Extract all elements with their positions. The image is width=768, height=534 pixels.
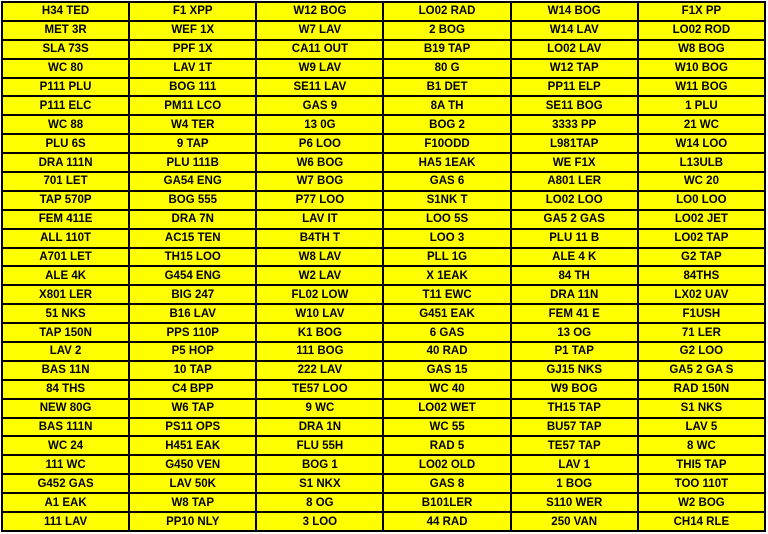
- plate-cell: P1 TAP: [511, 342, 638, 361]
- table-row: [2, 40, 765, 59]
- plate-cell: TE57 LOO: [256, 380, 383, 399]
- plate-cell: 80 G: [383, 59, 510, 78]
- plate-cell: W8 LAV: [256, 248, 383, 267]
- plate-cell: F1USH: [638, 304, 765, 323]
- table-row: [2, 21, 765, 40]
- plate-cell: GAS 6: [383, 172, 510, 191]
- plate-cell: 84THS: [638, 266, 765, 285]
- plate-cell: LOO 5S: [383, 210, 510, 229]
- plate-cell: 13 OG: [511, 323, 638, 342]
- plate-cell: W12 TAP: [511, 59, 638, 78]
- plate-cell: W14 BOG: [511, 2, 638, 21]
- plate-cell: 9 WC: [256, 399, 383, 418]
- plate-cell: 51 NKS: [2, 304, 129, 323]
- plate-cell: HA5 1EAK: [383, 153, 510, 172]
- plate-cell: WC 88: [2, 115, 129, 134]
- plate-cell: MET 3R: [2, 21, 129, 40]
- plate-cell: PLU 6S: [2, 134, 129, 153]
- plate-cell: 250 VAN: [511, 512, 638, 531]
- table-row: [2, 361, 765, 380]
- plate-cell: LOO 3: [383, 229, 510, 248]
- plate-cell: LAV 1T: [129, 59, 256, 78]
- table-row: [2, 455, 765, 474]
- plate-cell: S110 WER: [511, 493, 638, 512]
- table-row: [2, 342, 765, 361]
- plate-cell: TAP 570P: [2, 191, 129, 210]
- table-row: [2, 59, 765, 78]
- plate-cell: WE F1X: [511, 153, 638, 172]
- plate-cell: WC 24: [2, 436, 129, 455]
- plate-cell: DRA 7N: [129, 210, 256, 229]
- plate-cell: LO02 ROD: [638, 21, 765, 40]
- plate-cell: LO02 WET: [383, 399, 510, 418]
- plate-cell: W7 BOG: [256, 172, 383, 191]
- table-row: [2, 115, 765, 134]
- plate-cell: 8 OG: [256, 493, 383, 512]
- plate-cell: TH15 TAP: [511, 399, 638, 418]
- plate-cell: BAS 11N: [2, 361, 129, 380]
- plate-cell: SE11 LAV: [256, 78, 383, 97]
- plate-cell: 44 RAD: [383, 512, 510, 531]
- plate-cell: GA5 2 GAS: [511, 210, 638, 229]
- table-row: [2, 2, 765, 21]
- plate-cell: ALE 4 K: [511, 248, 638, 267]
- plate-cell: BU57 TAP: [511, 418, 638, 437]
- plate-cell: B16 LAV: [129, 304, 256, 323]
- plate-cell: BOG 555: [129, 191, 256, 210]
- plate-cell: G451 EAK: [383, 304, 510, 323]
- plate-cell: B4TH T: [256, 229, 383, 248]
- plate-cell: W2 BOG: [638, 493, 765, 512]
- plate-cell: LAV 50K: [129, 474, 256, 493]
- table-row: [2, 304, 765, 323]
- plate-cell: 222 LAV: [256, 361, 383, 380]
- plate-cell: TE57 TAP: [511, 436, 638, 455]
- plate-cell: LX02 UAV: [638, 285, 765, 304]
- plate-cell: PLU 111B: [129, 153, 256, 172]
- plate-cell: WC 80: [2, 59, 129, 78]
- plate-cell: GA5 2 GA S: [638, 361, 765, 380]
- plate-cell: 701 LET: [2, 172, 129, 191]
- table-row: [2, 380, 765, 399]
- plate-cell: F1X PP: [638, 2, 765, 21]
- plate-cell: BIG 247: [129, 285, 256, 304]
- plate-cell: W10 BOG: [638, 59, 765, 78]
- plate-cell: FL02 LOW: [256, 285, 383, 304]
- plate-cell: PPF 1X: [129, 40, 256, 59]
- plate-cell: LO0 LOO: [638, 191, 765, 210]
- plate-cell: BOG 111: [129, 78, 256, 97]
- plate-cell: S1NK T: [383, 191, 510, 210]
- plate-cell: T11 EWC: [383, 285, 510, 304]
- plate-cell: PLL 1G: [383, 248, 510, 267]
- plate-cell: 9 TAP: [129, 134, 256, 153]
- plate-cell: BOG 2: [383, 115, 510, 134]
- plate-cell: 3333 PP: [511, 115, 638, 134]
- table-row: [2, 96, 765, 115]
- plate-cell: B19 TAP: [383, 40, 510, 59]
- plate-cell: 84 THS: [2, 380, 129, 399]
- plate-cell: G452 GAS: [2, 474, 129, 493]
- plate-cell: PP11 ELP: [511, 78, 638, 97]
- plate-cell: W9 BOG: [511, 380, 638, 399]
- table-row: [2, 210, 765, 229]
- plate-cell: SE11 BOG: [511, 96, 638, 115]
- plate-cell: W7 LAV: [256, 21, 383, 40]
- plate-table-body: [2, 2, 765, 531]
- plate-cell: LO02 JET: [638, 210, 765, 229]
- plate-cell: LO02 LAV: [511, 40, 638, 59]
- plate-cell: W8 BOG: [638, 40, 765, 59]
- plate-cell: RAD 150N: [638, 380, 765, 399]
- plate-cell: GA54 ENG: [129, 172, 256, 191]
- plate-cell: TH15 LOO: [129, 248, 256, 267]
- plate-cell: 21 WC: [638, 115, 765, 134]
- plate-cell: X 1EAK: [383, 266, 510, 285]
- plate-cell: X801 LER: [2, 285, 129, 304]
- plate-cell: H34 TED: [2, 2, 129, 21]
- plate-cell: P77 LOO: [256, 191, 383, 210]
- plate-cell: P6 LOO: [256, 134, 383, 153]
- plate-cell: PS11 OPS: [129, 418, 256, 437]
- plate-cell: W14 LAV: [511, 21, 638, 40]
- plate-cell: TOO 110T: [638, 474, 765, 493]
- plate-cell: 8 WC: [638, 436, 765, 455]
- plate-cell: G2 LOO: [638, 342, 765, 361]
- plate-cell: PM11 LCO: [129, 96, 256, 115]
- table-row: [2, 134, 765, 153]
- table-row: [2, 248, 765, 267]
- plate-cell: PPS 110P: [129, 323, 256, 342]
- plate-cell: RAD 5: [383, 436, 510, 455]
- plate-cell: 111 LAV: [2, 512, 129, 531]
- plate-cell: L13ULB: [638, 153, 765, 172]
- plate-cell: LAV 5: [638, 418, 765, 437]
- plate-cell: PLU 11 B: [511, 229, 638, 248]
- plate-cell: P111 ELC: [2, 96, 129, 115]
- plate-cell: W12 BOG: [256, 2, 383, 21]
- plate-cell: W6 BOG: [256, 153, 383, 172]
- plate-cell: F10ODD: [383, 134, 510, 153]
- table-row: [2, 172, 765, 191]
- table-row: [2, 229, 765, 248]
- plate-cell: 10 TAP: [129, 361, 256, 380]
- plate-cell: 1 PLU: [638, 96, 765, 115]
- plate-cell: 2 BOG: [383, 21, 510, 40]
- plate-cell: 40 RAD: [383, 342, 510, 361]
- plate-cell: ALL 110T: [2, 229, 129, 248]
- plate-cell: B1 DET: [383, 78, 510, 97]
- plate-cell: DRA 11N: [511, 285, 638, 304]
- plate-cell: BAS 111N: [2, 418, 129, 437]
- plate-cell: AC15 TEN: [129, 229, 256, 248]
- table-row: [2, 323, 765, 342]
- plate-cell: 111 BOG: [256, 342, 383, 361]
- table-row: [2, 474, 765, 493]
- plate-cell: LAV 1: [511, 455, 638, 474]
- table-row: [2, 418, 765, 437]
- plate-cell: C4 BPP: [129, 380, 256, 399]
- plate-cell: W9 LAV: [256, 59, 383, 78]
- plate-cell: SLA 73S: [2, 40, 129, 59]
- plate-cell: W14 LOO: [638, 134, 765, 153]
- plate-cell: TAP 150N: [2, 323, 129, 342]
- table-row: [2, 512, 765, 531]
- plate-cell: W8 TAP: [129, 493, 256, 512]
- plate-cell: CH14 RLE: [638, 512, 765, 531]
- plate-cell: LO02 OLD: [383, 455, 510, 474]
- plate-cell: ALE 4K: [2, 266, 129, 285]
- plate-cell: GAS 15: [383, 361, 510, 380]
- plate-cell: W2 LAV: [256, 266, 383, 285]
- plate-cell: GJ15 NKS: [511, 361, 638, 380]
- plate-cell: 84 TH: [511, 266, 638, 285]
- plate-cell: FLU 55H: [256, 436, 383, 455]
- plate-cell: FEM 41 E: [511, 304, 638, 323]
- table-row: [2, 78, 765, 97]
- plate-cell: 8A TH: [383, 96, 510, 115]
- plate-grid: [1, 1, 766, 532]
- plate-cell: K1 BOG: [256, 323, 383, 342]
- plate-cell: LO02 RAD: [383, 2, 510, 21]
- plate-cell: G450 VEN: [129, 455, 256, 474]
- plate-table: [1, 1, 766, 532]
- plate-cell: W11 BOG: [638, 78, 765, 97]
- plate-cell: LAV 2: [2, 342, 129, 361]
- plate-cell: S1 NKX: [256, 474, 383, 493]
- plate-cell: NEW 80G: [2, 399, 129, 418]
- plate-cell: W4 TER: [129, 115, 256, 134]
- plate-cell: A701 LET: [2, 248, 129, 267]
- plate-cell: GAS 8: [383, 474, 510, 493]
- plate-cell: WC 55: [383, 418, 510, 437]
- table-row: [2, 191, 765, 210]
- plate-cell: A1 EAK: [2, 493, 129, 512]
- plate-cell: 1 BOG: [511, 474, 638, 493]
- table-row: [2, 399, 765, 418]
- plate-cell: F1 XPP: [129, 2, 256, 21]
- plate-cell: 13 0G: [256, 115, 383, 134]
- table-row: [2, 285, 765, 304]
- plate-cell: G454 ENG: [129, 266, 256, 285]
- plate-cell: 6 GAS: [383, 323, 510, 342]
- plate-cell: DRA 111N: [2, 153, 129, 172]
- table-row: [2, 153, 765, 172]
- plate-cell: B101LER: [383, 493, 510, 512]
- plate-cell: P5 HOP: [129, 342, 256, 361]
- plate-cell: DRA 1N: [256, 418, 383, 437]
- table-row: [2, 436, 765, 455]
- plate-cell: CA11 OUT: [256, 40, 383, 59]
- plate-cell: 111 WC: [2, 455, 129, 474]
- plate-cell: L981TAP: [511, 134, 638, 153]
- plate-cell: WC 40: [383, 380, 510, 399]
- plate-cell: LAV IT: [256, 210, 383, 229]
- table-row: [2, 493, 765, 512]
- plate-cell: FEM 411E: [2, 210, 129, 229]
- plate-cell: S1 NKS: [638, 399, 765, 418]
- plate-cell: LO02 TAP: [638, 229, 765, 248]
- table-row: [2, 266, 765, 285]
- plate-cell: 3 LOO: [256, 512, 383, 531]
- plate-cell: 71 LER: [638, 323, 765, 342]
- plate-cell: G2 TAP: [638, 248, 765, 267]
- plate-cell: WEF 1X: [129, 21, 256, 40]
- plate-cell: PP10 NLY: [129, 512, 256, 531]
- plate-cell: W10 LAV: [256, 304, 383, 323]
- plate-cell: P111 PLU: [2, 78, 129, 97]
- plate-cell: H451 EAK: [129, 436, 256, 455]
- plate-cell: A801 LER: [511, 172, 638, 191]
- plate-cell: LO02 LOO: [511, 191, 638, 210]
- plate-cell: GAS 9: [256, 96, 383, 115]
- plate-cell: THI5 TAP: [638, 455, 765, 474]
- plate-cell: BOG 1: [256, 455, 383, 474]
- plate-cell: WC 20: [638, 172, 765, 191]
- plate-cell: W6 TAP: [129, 399, 256, 418]
